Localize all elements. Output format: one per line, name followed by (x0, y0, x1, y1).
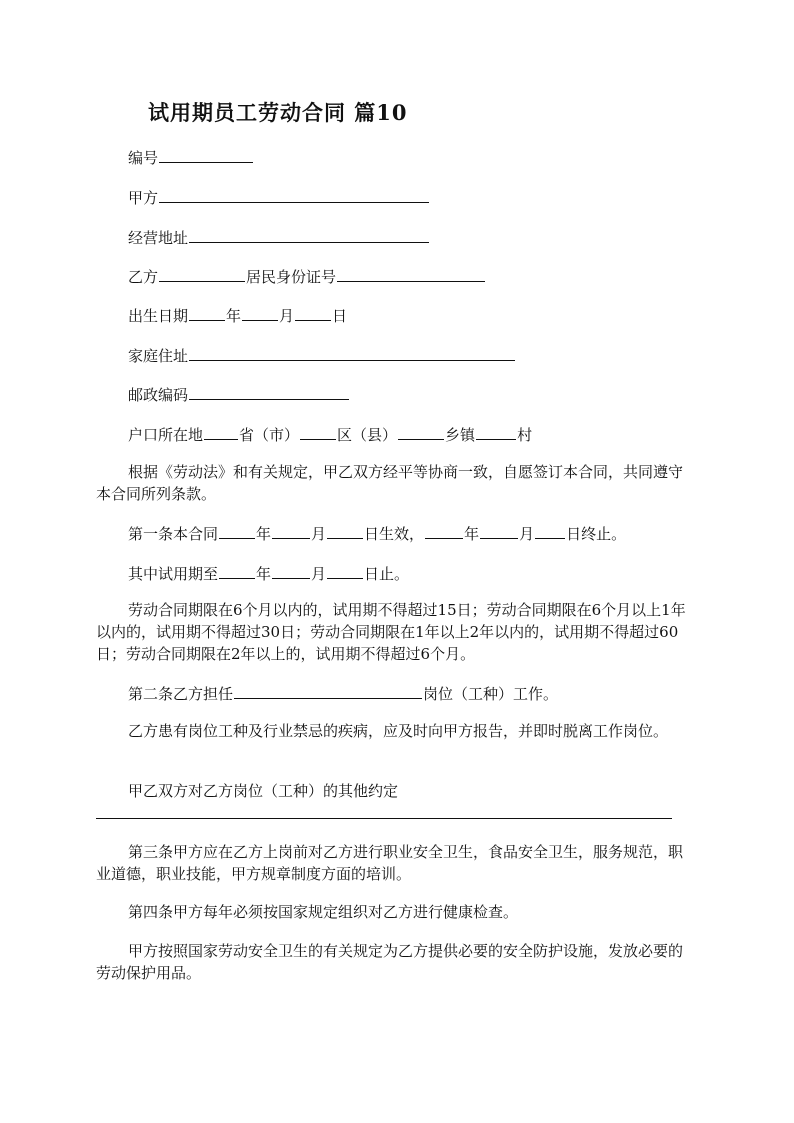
postal-code-blank[interactable] (189, 383, 349, 400)
birth-month-blank[interactable] (242, 304, 278, 321)
probation-prefix: 其中试用期至 (128, 565, 219, 583)
number-blank[interactable] (159, 146, 253, 163)
start-year-label: 年 (256, 525, 272, 543)
document-title: 试用期员工劳动合同 篇10 (148, 100, 408, 125)
article-1-line (128, 522, 626, 544)
party-a-label: 甲方 (128, 189, 159, 207)
party-b-line (128, 265, 486, 287)
other-agreement-blank[interactable] (96, 818, 672, 819)
probation-year-label: 年 (256, 565, 272, 583)
article-2-suffix: 岗位（工种）工作。 (423, 685, 559, 703)
probation-year-blank[interactable] (219, 562, 255, 579)
postal-code-label: 邮政编码 (128, 386, 189, 404)
probation-day-blank[interactable] (327, 562, 363, 579)
probation-rules-paragraph: 劳动合同期限在6个月以内的，试用期不得超过15日；劳动合同期限在6个月以上1年以内的，试用期不得超过30日；劳动合同期限在1年以上2年以内的，试用期不得超过60日；劳动合同期限在2年以上的，试用期不得超过6个月。 (96, 601, 686, 663)
article-2-prefix: 第二条乙方担任 (128, 685, 234, 703)
party-b-label: 乙方 (128, 268, 159, 286)
probation-month-label: 月 (311, 565, 327, 583)
end-day-blank[interactable] (535, 522, 565, 539)
party-b-blank[interactable] (159, 265, 245, 282)
district-label: 区（县） (337, 426, 398, 444)
district-blank[interactable] (300, 423, 336, 440)
province-label: 省（市） (239, 426, 300, 444)
intro-paragraph: 根据《劳动法》和有关规定，甲乙双方经平等协商一致，自愿签订本合同，共同遵守本合同所列条款。 (96, 463, 684, 503)
home-address-blank[interactable] (189, 344, 515, 361)
article-3-paragraph: 第三条甲方应在乙方上岗前对乙方进行职业安全卫生，食品安全卫生，服务规范，职业道德，职业技能，甲方规章制度方面的培训。 (96, 843, 684, 883)
article-2-line (128, 682, 558, 704)
end-year-blank[interactable] (425, 522, 463, 539)
id-number-blank[interactable] (337, 265, 485, 282)
number-label: 编号 (128, 149, 159, 167)
id-number-label: 居民身份证号 (246, 268, 337, 286)
article-1-prefix: 第一条本合同 (128, 525, 219, 543)
village-label: 村 (517, 426, 533, 444)
day-label: 日 (332, 307, 348, 325)
party-a-line (128, 186, 430, 208)
article-4-line: 第四条甲方每年必须按国家规定组织对乙方进行健康检查。 (128, 903, 519, 921)
month-label: 月 (279, 307, 295, 325)
business-address-line (128, 226, 430, 248)
party-a-blank[interactable] (159, 186, 429, 203)
probation-suffix: 日止。 (364, 565, 410, 583)
home-address-label: 家庭住址 (128, 347, 189, 365)
position-blank[interactable] (234, 682, 422, 699)
article-1-terminate: 日终止。 (566, 525, 627, 543)
probation-month-blank[interactable] (272, 562, 310, 579)
village-blank[interactable] (476, 423, 516, 440)
hukou-label: 户口所在地 (128, 426, 204, 444)
birth-date-line (128, 304, 347, 326)
number-line (128, 146, 254, 168)
birth-year-blank[interactable] (189, 304, 225, 321)
business-address-blank[interactable] (189, 226, 429, 243)
postal-code-line (128, 383, 350, 405)
year-label: 年 (226, 307, 242, 325)
home-address-line (128, 344, 516, 366)
protection-paragraph: 甲方按照国家劳动安全卫生的有关规定为乙方提供必要的安全防护设施，发放必要的劳动保护用品。 (96, 942, 684, 982)
start-year-blank[interactable] (219, 522, 255, 539)
end-year-label: 年 (464, 525, 480, 543)
hukou-line (128, 423, 532, 445)
start-day-blank[interactable] (327, 522, 363, 539)
start-month-blank[interactable] (272, 522, 310, 539)
disease-paragraph: 乙方患有岗位工种及行业禁忌的疾病，应及时向甲方报告，并即时脱离工作岗位。 (128, 722, 669, 740)
end-month-label: 月 (519, 525, 535, 543)
business-address-label: 经营地址 (128, 229, 189, 247)
province-blank[interactable] (204, 423, 238, 440)
start-month-label: 月 (311, 525, 327, 543)
township-blank[interactable] (398, 423, 444, 440)
article-1-effective: 日生效， (364, 525, 425, 543)
probation-line (128, 562, 409, 584)
birth-day-blank[interactable] (295, 304, 331, 321)
birth-date-label: 出生日期 (128, 307, 189, 325)
end-month-blank[interactable] (480, 522, 518, 539)
township-label: 乡镇 (445, 426, 476, 444)
other-agreement-line: 甲乙双方对乙方岗位（工种）的其他约定 (128, 782, 399, 800)
